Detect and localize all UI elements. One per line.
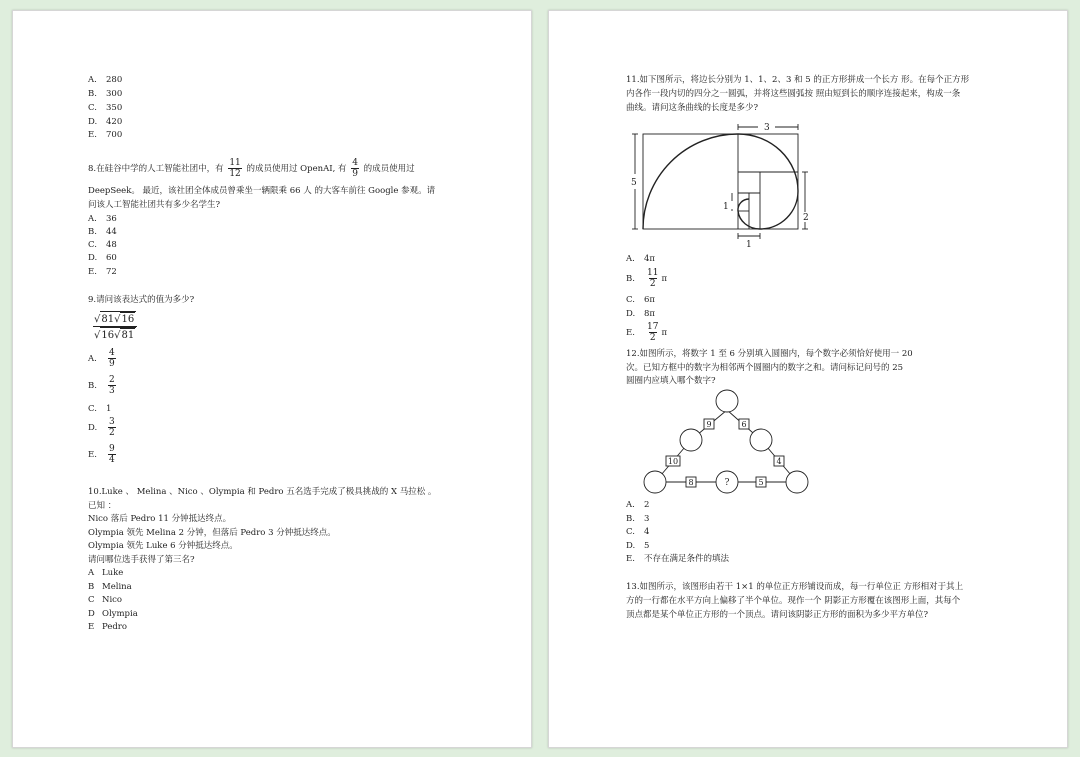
q12-circle-bottom-right	[786, 471, 808, 493]
q7-option-d: D. 420	[88, 117, 123, 127]
q11-option-e: E. $\frac{17}{2}$ π	[626, 322, 668, 343]
q8-option-c: C. 48	[88, 240, 117, 250]
q11-option-a: A. 4π	[626, 254, 656, 264]
q7-option-e: E. 700	[88, 130, 123, 140]
q12-option-c: C. 4	[626, 527, 650, 537]
q11-option-b: B. $\frac{11}{2}$ π	[626, 268, 668, 289]
q11-label-left: 5	[631, 178, 637, 188]
q12-line1: 12.如图所示，将数字 1 至 6 分别填入圆圈内，每个数字必须恰好使用一 20	[626, 349, 913, 359]
q13-line2: 方的一行都在水平方向上偏移了半个单位。现作一个 阴影正方形覆在该图形上面，其每个	[626, 596, 961, 606]
q11-fibonacci-figure	[625, 119, 815, 249]
q12-label-top-left: 9	[706, 420, 712, 429]
q10-line1: 10.Luke 、 Melina 、Nico 、Olympia 和 Pedro 五名选手完成了极具挑战的 X 马拉松 。	[88, 487, 437, 497]
q7-option-b: B. 300	[88, 89, 123, 99]
q10-option-d: D Olympia	[88, 609, 138, 619]
q12-option-b: B. 3	[626, 514, 650, 524]
q8-line3: 问该人工智能社团共有多少名学生?	[88, 200, 221, 210]
q8-option-d: D. 60	[88, 253, 117, 263]
q11-option-d: D. 8π	[626, 309, 656, 319]
q11-label-right: 2	[803, 213, 809, 223]
q11-line3: 曲线。请问这条曲线的长度是多少?	[626, 103, 759, 113]
q12-option-e: E. 不存在满足条件的填法	[626, 554, 730, 564]
q11-label-inner-left: 1	[723, 202, 729, 212]
q8-line1: 8.在硅谷中学的人工智能社团中，有 $\frac{11}{12}$ 的成员使用过 OpenAI, 有 $\frac{4}{9}$ 的成员使用过	[88, 158, 415, 179]
q8-fraction-2: $\frac{4}{9}$	[352, 158, 358, 179]
q10-option-a: A Luke	[88, 568, 124, 578]
q10-line5: Olympia 领先 Luke 6 分钟抵达终点。	[88, 541, 238, 551]
q9-question: 9.请问该表达式的值为多少?	[88, 295, 195, 305]
q8-option-a: A. 36	[88, 214, 117, 224]
q8-option-e: E. 72	[88, 267, 117, 277]
q8-option-b: B. 44	[88, 227, 117, 237]
q9-option-d: D. $\frac{3}{2}$	[88, 417, 115, 438]
q7-option-a: A. 280	[88, 75, 123, 85]
q8-fraction-1: $\frac{11}{12}$	[229, 158, 241, 179]
q11-label-top: 3	[764, 123, 770, 133]
q10-line2: 已知 ：	[88, 501, 117, 511]
q13-line3: 顶点都是某个单位正方形的一个顶点。请问该阴影正方形的面积为多少平方单位?	[626, 610, 929, 620]
q10-line4: Olympia 领先 Melina 2 分钟，但落后 Pedro 3 分钟抵达终点。	[88, 528, 336, 538]
q9-option-e: E. $\frac{9}{4}$	[88, 444, 115, 465]
q12-circle-mid-left	[680, 429, 702, 451]
q12-line2: 次。已知方框中的数字为相邻两个圆圈内的数字之和。请问标记问号的 25	[626, 363, 904, 373]
q12-option-a: A. 2	[626, 500, 650, 510]
q12-label-mid-right: 4	[776, 457, 782, 466]
q12-label-question: ?	[724, 478, 730, 488]
right-page	[548, 10, 1068, 748]
q13-line1: 13.如图所示，该图形由若干 1×1 的单位正方形铺设而成，每一行单位正 方形相对于其上	[626, 582, 964, 592]
q12-circle-top	[716, 390, 738, 412]
q10-option-b: B Melina	[88, 582, 132, 592]
q9-option-a: A. $\frac{4}{9}$	[88, 348, 115, 369]
q10-line6: 请问哪位选手获得了第三名?	[88, 555, 195, 565]
q12-circle-mid-right	[750, 429, 772, 451]
left-page	[12, 10, 532, 748]
q12-label-bottom-left: 8	[688, 478, 694, 487]
q10-option-c: C Nico	[88, 595, 123, 605]
q12-line3: 圆圈内应填入哪个数字?	[626, 376, 716, 386]
q11-line1: 11.如下图所示，将边长分别为 1、1、2、3 和 5 的正方形拼成一个长方 形。在每个正方形	[626, 75, 970, 85]
q9-option-b: B. $\frac{2}{3}$	[88, 375, 115, 396]
q12-label-bottom-right: 5	[758, 478, 764, 487]
q9-expression: $\frac{√81√16}{√16√81}$	[93, 311, 137, 342]
q12-label-mid-left: 10	[667, 457, 679, 466]
q12-label-top-right: 6	[741, 420, 747, 429]
q10-option-e: E Pedro	[88, 622, 127, 632]
q8-line2: DeepSeek。 最近，该社团全体成员曾乘坐一辆限乘 66 人 的大客车前往 Google 参观。请	[88, 186, 436, 196]
q7-option-c: C. 350	[88, 103, 123, 113]
q11-option-c: C. 6π	[626, 295, 656, 305]
q12-option-d: D. 5	[626, 541, 650, 551]
q11-label-bottom: 1	[746, 240, 752, 249]
q11-line2: 内各作一段内切的四分之一圆弧，并将这些圆弧按 照由短到长的顺序连接起来，构成一条	[626, 89, 961, 99]
q12-circle-bottom-left	[644, 471, 666, 493]
q9-option-c: C. 1	[88, 404, 112, 414]
q10-line3: Nico 落后 Pedro 11 分钟抵达终点。	[88, 514, 232, 524]
q12-triangle-figure	[639, 389, 814, 501]
